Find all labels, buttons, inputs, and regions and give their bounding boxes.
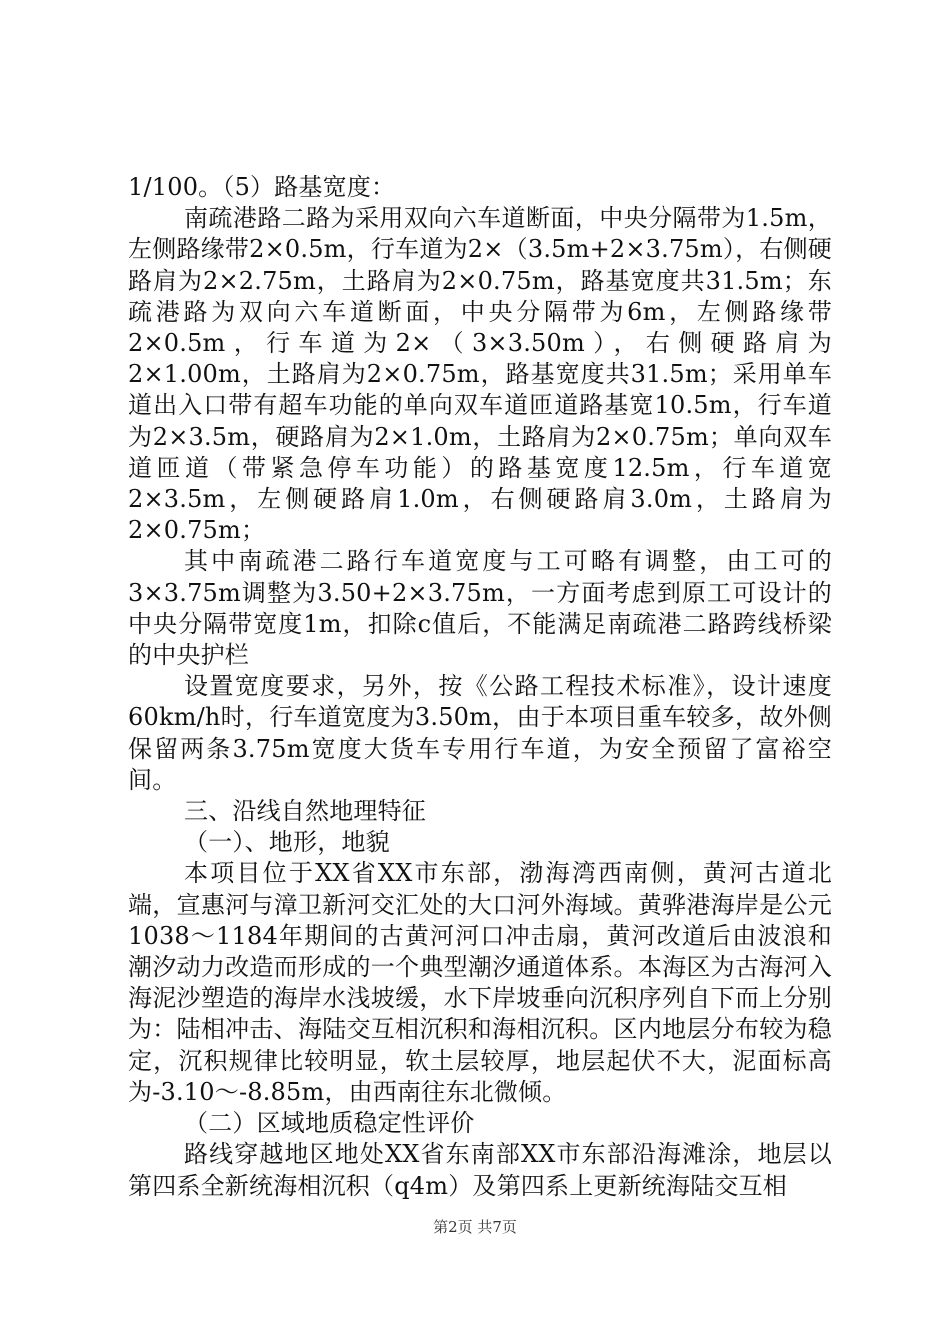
page-footer: 第2页 共7页: [433, 1218, 517, 1236]
paragraph: 1/100。（5）路基宽度：: [128, 173, 396, 201]
paragraph: 本项目位于XX省XX市东部，渤海湾西南侧，黄河古道北端，宣惠河与漳卫新河交汇处的大口河外海域。黄骅港海岸是公元1038～1184年期间的古黄河河口冲击扇，黄河改道后由波浪和潮汐动力改造而形成的一个典型潮汐通道体系。本海区为古海河入海泥沙塑造的海岸水浅坡缓，水下岸坡垂向沉积序列自下而上分别为：陆相冲击、海陆交互相沉积和海相沉积。区内地层分布较为稳定，沉积规律比较明显，软土层较厚，地层起伏不大，泥面标高为-3.10～-8.85m，由西南往东北微倾。: [128, 859, 832, 1106]
paragraph: 南疏港路二路为采用双向六车道断面，中央分隔带为1.5m，左侧路缘带2×0.5m，行车道为2×（3.5m+2×3.75m），右侧硬路肩为2×2.75m，土路肩为2×0.75m，路基宽度共31.5m；东疏港路为双向六车道断面，中央分隔带为6m，左侧路缘带2×0.5m，行车道为2×（3×3.50m），右侧硬路肩为2×1.00m，土路肩为2×0.75m，路基宽度共31.5m；采用单车道出入口带有超车功能的单向双车道匝道路基宽10.5m，行车道为2×3.5m，硬路肩为2×1.0m，土路肩为2×0.75m；单向双车道匝道（带紧急停车功能）的路基宽度12.5m，行车道宽2×3.5m，左侧硬路肩1.0m，右侧硬路肩3.0m，土路肩为2×0.75m；: [128, 204, 832, 545]
paragraph: 路线穿越地区地处XX省东南部XX市东部沿海滩涂，地层以第四系全新统海相沉积（q4m）及第四系上更新统海陆交互相: [128, 1140, 832, 1200]
subsection-heading: （一）、地形，地貌: [184, 828, 390, 857]
paragraph: 设置宽度要求，另外，按《公路工程技术标准》，设计速度60km/h时，行车道宽度为3.50m，由于本项目重车较多，故外侧保留两条3.75m宽度大货车专用行车道，为安全预留了富裕空间。: [128, 672, 832, 794]
subsection-heading: （二）区域地质稳定性评价: [184, 1109, 475, 1138]
paragraph: 其中南疏港二路行车道宽度与工可略有调整，由工可的3×3.75m调整为3.50+2×3.75m，一方面考虑到原工可设计的中央分隔带宽度1m，扣除c值后，不能满足南疏港二路跨线桥梁的中央护栏: [128, 547, 832, 670]
document-body: [128, 172, 832, 1202]
section-heading: 三、沿线自然地理特征: [184, 797, 426, 826]
